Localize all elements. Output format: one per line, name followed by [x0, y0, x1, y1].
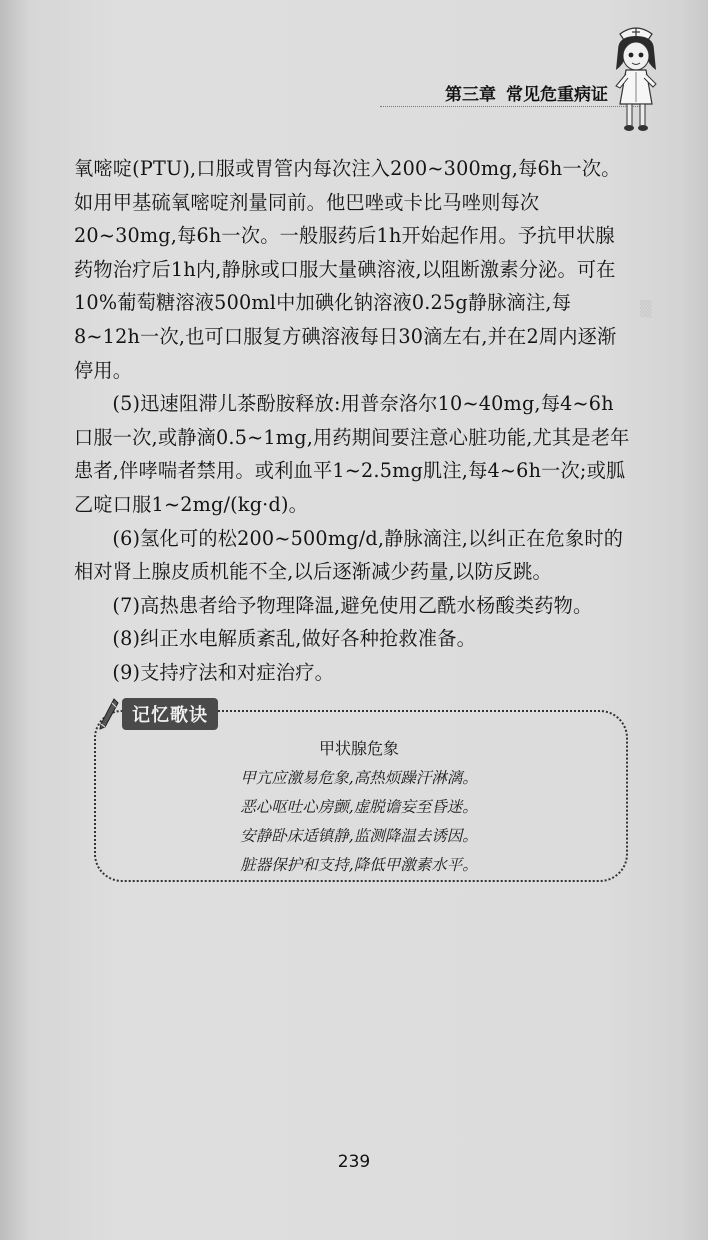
- nurse-mascot-icon: [608, 20, 664, 138]
- mnemonic-line: 安静卧床适镇静,监测降温去诱因。: [240, 827, 478, 845]
- mnemonic-tag-label: 记忆歌诀: [122, 698, 218, 730]
- mnemonic-verse: [92, 764, 626, 880]
- paragraph-item-5: (5)迅速阻滞儿茶酚胺释放:用普奈洛尔10~40mg,每4~6h口服一次,或静滴0.5~1mg,用药期间要注意心脏功能,尤其是老年患者,伴哮喘者禁用。或利血平1~2.5mg肌注,每4~6h一次;或胍乙啶口服1~2mg/(kg·d)。: [74, 392, 630, 516]
- mnemonic-tag: [98, 696, 218, 732]
- mnemonic-box: [92, 696, 632, 886]
- mnemonic-title: 甲状腺危象: [318, 739, 399, 758]
- mnemonic-line: 甲亢应激易危象,高热烦躁汗淋漓。: [240, 769, 478, 787]
- paragraph-item-9: (9)支持疗法和对症治疗。: [112, 660, 335, 684]
- main-text: [74, 152, 630, 690]
- paragraph-item-7: (7)高热患者给予物理降温,避免使用乙酰水杨酸类药物。: [112, 593, 593, 617]
- mnemonic-line: 脏器保护和支持,降低甲激素水平。: [240, 856, 478, 874]
- chapter-title: [445, 80, 608, 105]
- paragraph-item-6: (6)氢化可的松200~500mg/d,静脉滴注,以纠正在危象时的相对肾上腺皮质机能不全,以后逐渐减少药量,以防反跳。: [74, 526, 624, 584]
- paragraph-continued: 氧嘧啶(PTU),口服或胃管内每次注入200~300mg,每6h一次。如用甲基硫氧嘧啶剂量同前。他巴唑或卡比马唑则每次20~30mg,每6h一次。一般服药后1h开始起作用。予抗甲状腺药物治疗后1h内,静脉或口服大量碘溶液,以阻断激素分泌。可在10%葡萄糖溶液500ml中加碘化钠溶液0.25g静脉滴注,每8~12h一次,也可口服复方碘溶液每日30滴左右,并在2周内逐渐停用。: [74, 157, 621, 382]
- running-header: [380, 74, 640, 108]
- chapter-name: 常见危重病证: [506, 85, 608, 105]
- chapter-number: 第三章: [445, 85, 496, 105]
- page-number: 239: [337, 1152, 371, 1172]
- mnemonic-line: 恶心呕吐心房颤,虚脱谵妄至昏迷。: [240, 798, 478, 816]
- header-rule: [380, 106, 640, 107]
- pencil-icon: [98, 697, 120, 731]
- paragraph-item-8: (8)纠正水电解质紊乱,做好各种抢救准备。: [112, 627, 477, 651]
- bleed-through: ▒: [640, 300, 652, 318]
